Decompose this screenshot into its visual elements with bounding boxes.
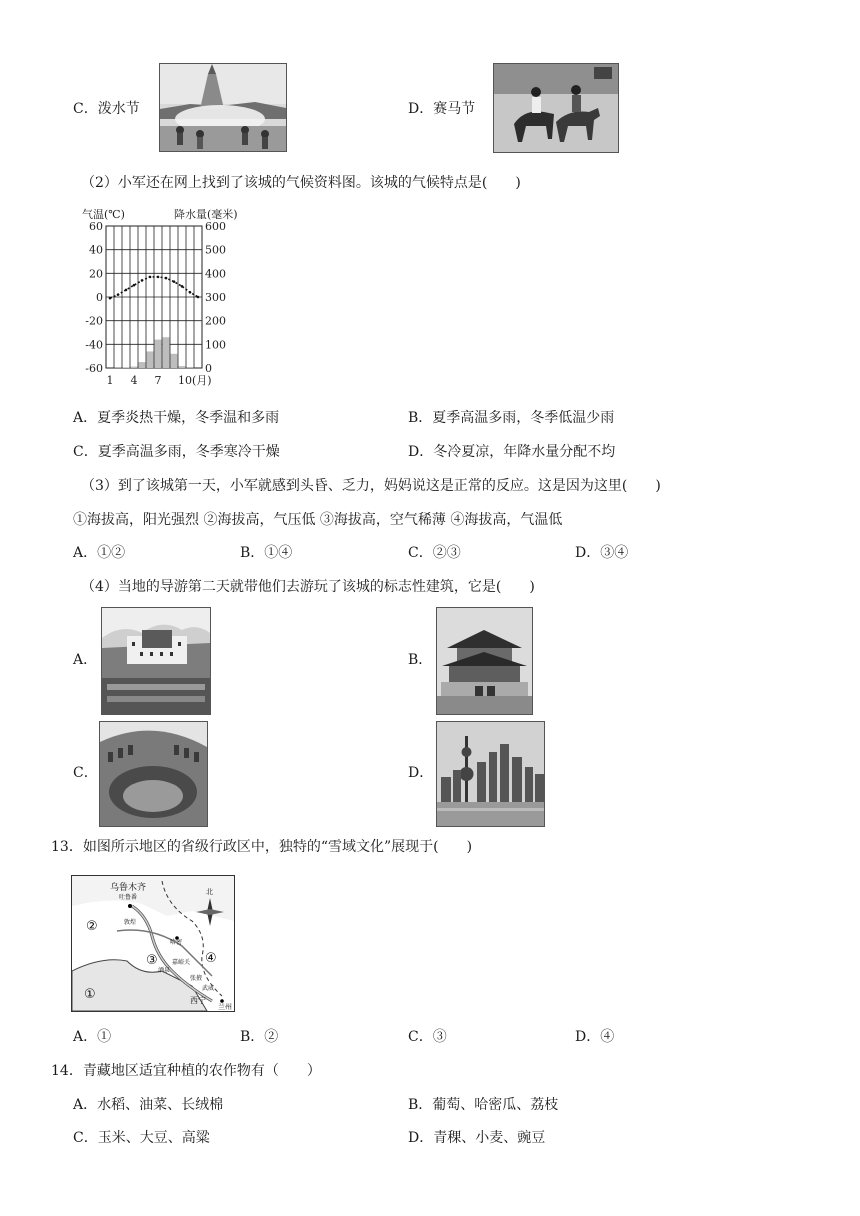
q12-2-option-b: B．夏季高温多雨，冬季低温少雨 (408, 410, 615, 426)
option-c-label: C．泼水节 (73, 101, 140, 117)
temperature-point-6 (149, 276, 152, 279)
map-label-xining: 西宁 (190, 996, 206, 1005)
precip-bar-8 (163, 337, 170, 368)
y-tick-label: 20 (89, 267, 103, 281)
x-tick-label: 7 (154, 374, 162, 387)
map-region-4: ④ (205, 951, 217, 966)
map-label-zhangye: 张掖 (190, 975, 203, 982)
y2-axis-label: 降水量(毫米) (174, 208, 238, 221)
y2-tick-label: 0 (205, 362, 212, 375)
q13-option-b: B．② (240, 1029, 279, 1045)
map-label-lanzhou: 兰州 (218, 1003, 232, 1011)
y2-tick-label: 400 (205, 267, 226, 281)
y-tick-label: 40 (89, 243, 103, 257)
map-label-turpan: 吐鲁番 (119, 894, 138, 901)
y-tick-label: 60 (89, 220, 103, 233)
q13-option-d: D．④ (575, 1029, 615, 1045)
temperature-point-8 (165, 277, 168, 280)
q12-3-option-b: B．①④ (240, 545, 293, 561)
map-label-north: 北 (206, 888, 213, 896)
y2-tick-label: 300 (205, 291, 226, 304)
y2-tick-label: 500 (205, 243, 226, 257)
q14-option-a: A．水稻、油菜、长绒棉 (73, 1097, 224, 1113)
temperature-point-10 (181, 285, 184, 288)
q12-4-option-d: D． (408, 765, 434, 781)
y-tick-label: 0 (96, 291, 103, 304)
map-region-1: ① (84, 987, 96, 1002)
map-label-hami: 哈密 (170, 939, 183, 946)
q12-3-statements: ①海拔高，阳光强烈 ②海拔高，气压低 ③海拔高，空气稀薄 ④海拔高，气温低 (73, 512, 563, 528)
q13-option-a: A．① (73, 1029, 112, 1045)
map-region-2: ② (86, 919, 98, 934)
q12-3-option-d: D．③④ (575, 545, 629, 561)
map-label-jiuquan: 酒泉 (158, 967, 171, 974)
temperature-point-2 (117, 293, 120, 296)
q12-3-option-c: C．②③ (408, 545, 461, 561)
precip-bar-10 (179, 366, 186, 368)
q14-option-c: C．玉米、大豆、高粱 (73, 1130, 210, 1146)
y-tick-label: -60 (85, 362, 103, 375)
y2-tick-label: 200 (205, 314, 226, 328)
y2-tick-label: 100 (205, 338, 226, 352)
temperature-point-11 (189, 291, 192, 294)
q12-2-option-a: A．夏季炎热干燥，冬季温和多雨 (73, 410, 280, 426)
option-d-label: D．赛马节 (408, 101, 476, 117)
shanghai-skyline-photo (436, 721, 545, 827)
temperature-point-4 (133, 284, 136, 287)
temperature-point-9 (173, 280, 176, 283)
q12-3-stem: （3）到了该城第一天，小军就感到头昏、乏力，妈妈说这是正常的反应。这是因为这里( ) (81, 478, 661, 494)
precip-bar-6 (147, 351, 154, 368)
x-tick-label: 1 (106, 374, 114, 387)
y2-tick-label: 600 (205, 220, 226, 233)
y-tick-label: -40 (85, 338, 103, 352)
map-region-3: ③ (146, 953, 158, 968)
q13-stem: 13．如图所示地区的省级行政区中，独特的“雪域文化”展现于( ) (51, 839, 473, 855)
y-tick-label: -20 (85, 314, 103, 328)
q12-2-stem: （2）小军还在网上找到了该城的气候资料图。该城的气候特点是( ) (81, 175, 521, 191)
water-festival-photo (159, 63, 287, 152)
q13-option-c: C．③ (408, 1029, 447, 1045)
climate-chart (78, 202, 258, 392)
map-label-dunhuang: 敦煌 (124, 919, 137, 926)
precip-bar-4 (131, 367, 138, 368)
forbidden-city-gate-photo (436, 607, 533, 715)
q12-4-stem: （4）当地的导游第二天就带他们去游玩了该城的标志性建筑，它是( ) (81, 579, 535, 595)
x-tick-label: 4 (130, 374, 138, 387)
potala-palace-photo (101, 607, 211, 715)
precip-bar-5 (139, 362, 146, 368)
temperature-point-1 (109, 297, 112, 300)
q12-4-option-c: C． (73, 765, 98, 781)
q14-option-b: B．葡萄、哈密瓜、荔枝 (408, 1097, 559, 1113)
horse-race-photo (493, 63, 619, 153)
precip-bar-9 (171, 354, 178, 368)
q14-stem: 14．青藏地区适宜种植的农作物有（ ） (51, 1063, 321, 1079)
northwest-region-map (71, 875, 235, 1012)
map-label-jiayuguan: 嘉峪关 (172, 959, 191, 966)
colosseum-photo (99, 721, 208, 827)
map-label-wuwei: 武威 (202, 985, 215, 992)
y-axis-label: 气温(℃) (82, 208, 125, 221)
q12-2-option-c: C．夏季高温多雨，冬季寒冷干燥 (73, 444, 280, 460)
temperature-point-5 (141, 279, 144, 282)
x-tick-label: 10(月) (178, 374, 212, 387)
precip-bar-7 (155, 340, 162, 368)
temperature-point-7 (157, 276, 160, 279)
temperature-point-3 (125, 289, 128, 292)
q12-2-option-d: D．冬冷夏凉，年降水量分配不均 (408, 444, 616, 460)
q12-3-option-a: A．①② (73, 545, 126, 561)
temperature-point-12 (197, 296, 200, 299)
precip-bar-3 (123, 367, 130, 368)
q14-option-d: D．青稞、小麦、豌豆 (408, 1130, 546, 1146)
map-label-urumqi: 乌鲁木齐 (110, 883, 147, 893)
q12-4-option-b: B． (408, 652, 433, 668)
q12-4-option-a: A． (73, 652, 98, 668)
